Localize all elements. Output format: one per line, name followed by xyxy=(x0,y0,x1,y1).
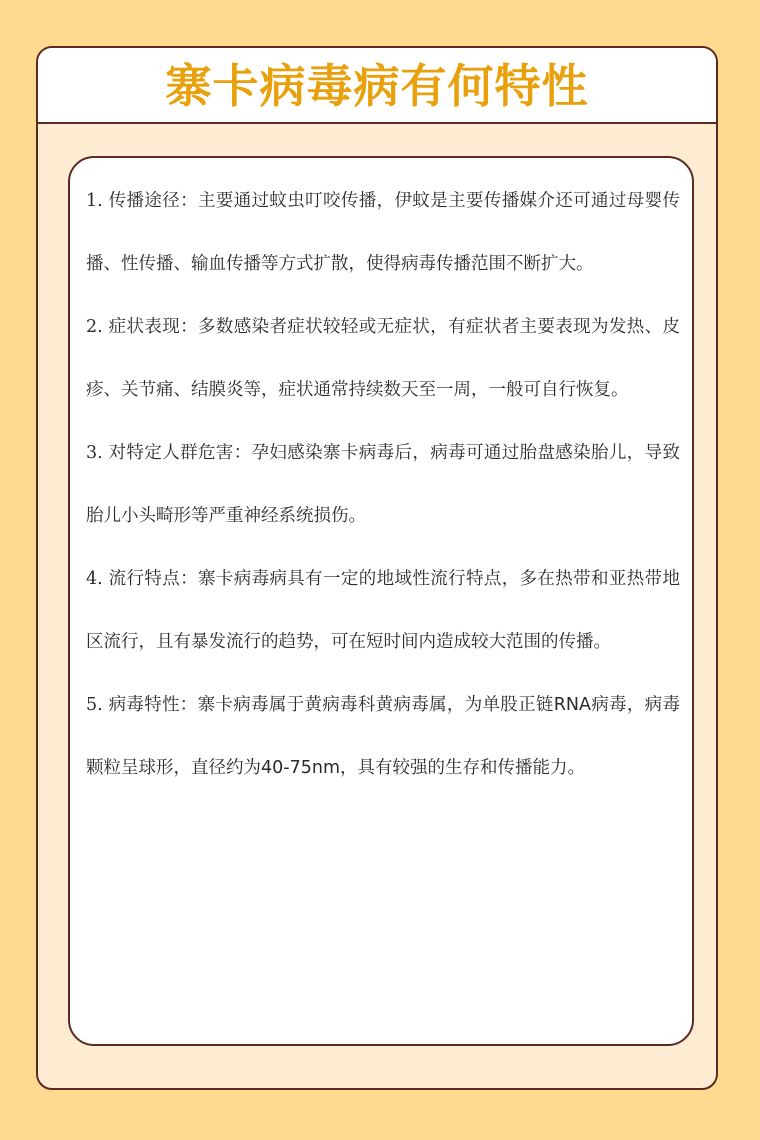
item-number: 5. xyxy=(86,695,103,715)
item-text: 病毒特性：寨卡病毒属于黄病毒科黄病毒属，为单股正链RNA病毒，病毒颗粒呈球形，直径约为40-75nm，具有较强的生存和传播能力。 xyxy=(86,695,680,778)
item-number: 3. xyxy=(86,443,103,463)
item-text: 对特定人群危害：孕妇感染寨卡病毒后，病毒可通过胎盘感染胎儿，导致胎儿小头畸形等严重神经系统损伤。 xyxy=(86,443,680,526)
item-text: 传播途径：主要通过蚊虫叮咬传播，伊蚊是主要传播媒介还可通过母婴传播、性传播、输血传播等方式扩散，使得病毒传播范围不断扩大。 xyxy=(86,191,680,274)
list-item xyxy=(86,422,680,548)
item-number: 1. xyxy=(86,191,103,211)
item-number: 2. xyxy=(86,317,103,337)
text-panel xyxy=(68,156,694,1046)
item-text: 流行特点：寨卡病毒病具有一定的地域性流行特点，多在热带和亚热带地区流行，且有暴发流行的趋势，可在短时间内造成较大范围的传播。 xyxy=(86,569,680,652)
list-item xyxy=(86,170,680,296)
list-item xyxy=(86,548,680,674)
content-card xyxy=(36,46,718,1090)
page-title: 寨卡病毒病有何特性 xyxy=(165,59,589,113)
item-number: 4. xyxy=(86,569,103,589)
item-text: 症状表现：多数感染者症状较轻或无症状，有症状者主要表现为发热、皮疹、关节痛、结膜炎等，症状通常持续数天至一周，一般可自行恢复。 xyxy=(86,317,680,400)
list-item xyxy=(86,296,680,422)
list-item xyxy=(86,674,680,800)
title-bar xyxy=(38,48,716,124)
